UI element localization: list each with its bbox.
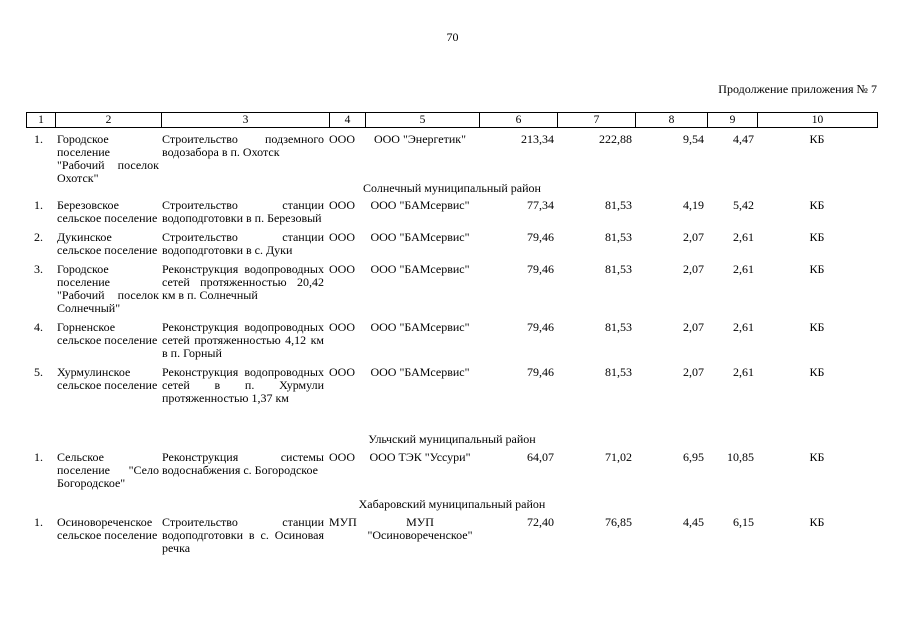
project-description: Строительство станции водоподготовки в с. Осиновая речка: [162, 515, 324, 555]
organization-name: ООО "БАМсервис": [370, 262, 470, 276]
settlement-name: Городское поселение "Рабочий поселок Солнечный": [57, 262, 159, 315]
value-col-8: 2,07: [683, 320, 704, 334]
value-col-9: 2,61: [733, 365, 754, 379]
organization-type: МУП: [329, 515, 357, 529]
row-number: 4.: [34, 320, 43, 334]
value-col-6: 77,34: [527, 198, 554, 212]
funding-source: КБ: [809, 365, 825, 379]
organization-type: ООО: [329, 262, 355, 276]
organization-type: ООО: [329, 450, 355, 464]
settlement-name: Березовское сельское поселение: [57, 198, 158, 225]
value-col-6: 72,40: [527, 515, 554, 529]
value-col-9: 2,61: [733, 320, 754, 334]
value-col-6: 79,46: [527, 320, 554, 334]
funding-source: КБ: [809, 230, 825, 244]
project-description: Строительство станции водоподготовки в п. Березовый: [162, 198, 324, 225]
value-col-8: 4,45: [683, 515, 704, 529]
district-section-title: Хабаровский муниципальный район: [358, 497, 546, 511]
organization-name: ООО ТЭК "Уссури": [369, 450, 471, 464]
value-col-6: 213,34: [521, 132, 554, 146]
header-col-10: 10: [757, 113, 877, 127]
row-number: 3.: [34, 262, 43, 276]
value-col-7: 81,53: [605, 365, 632, 379]
header-col-2: 2: [55, 113, 161, 127]
header-col-6: 6: [479, 113, 557, 127]
organization-type: ООО: [329, 365, 355, 379]
district-section-title: Ульчский муниципальный район: [368, 432, 536, 446]
funding-source: КБ: [809, 320, 825, 334]
value-col-9: 5,42: [733, 198, 754, 212]
settlement-name: Осиновореченское сельское поселение: [57, 515, 158, 542]
value-col-6: 79,46: [527, 365, 554, 379]
organization-name: ООО "БАМсервис": [370, 198, 470, 212]
row-number: 5.: [34, 365, 43, 379]
row-number: 1.: [34, 450, 43, 464]
organization-type: ООО: [329, 230, 355, 244]
project-description: Реконструкция системы водоснабжения с. Богородское: [162, 450, 324, 477]
organization-name: ООО "БАМсервис": [370, 320, 470, 334]
header-col-1: 1: [38, 114, 44, 126]
district-section-title: Солнечный муниципальный район: [363, 181, 541, 195]
row-number: 1.: [34, 515, 43, 529]
value-col-7: 81,53: [605, 320, 632, 334]
funding-source: КБ: [809, 132, 825, 146]
value-col-7: 76,85: [605, 515, 632, 529]
settlement-name: Горненское сельское поселение: [57, 320, 158, 347]
value-col-9: 6,15: [733, 515, 754, 529]
project-description: Реконструкция водопроводных сетей в п. Хурмули протяженностью 1,37 км: [162, 365, 324, 405]
settlement-name: Сельское поселение "Село Богородское": [57, 450, 159, 490]
value-col-7: 81,53: [605, 262, 632, 276]
value-col-8: 2,07: [683, 230, 704, 244]
value-col-6: 79,46: [527, 230, 554, 244]
value-col-9: 10,85: [727, 450, 754, 464]
value-col-8: 4,19: [683, 198, 704, 212]
value-col-7: 81,53: [605, 198, 632, 212]
settlement-name: Дукинское сельское поселение: [57, 230, 158, 257]
header-col-5: 5: [365, 113, 479, 127]
value-col-8: 2,07: [683, 365, 704, 379]
project-description: Реконструкция водопроводных сетей протяженностью 4,12 км в п. Горный: [162, 320, 324, 360]
row-number: 2.: [34, 230, 43, 244]
organization-name: ООО "Энергетик": [373, 132, 467, 146]
funding-source: КБ: [809, 262, 825, 276]
funding-source: КБ: [809, 198, 825, 212]
header-col-4: 4: [329, 113, 365, 127]
header-col-7: 7: [557, 113, 635, 127]
value-col-7: 81,53: [605, 230, 632, 244]
header-col-3: 3: [161, 113, 329, 127]
funding-source: КБ: [809, 450, 825, 464]
value-col-9: 2,61: [733, 262, 754, 276]
value-col-6: 79,46: [527, 262, 554, 276]
row-number: 1.: [34, 132, 43, 146]
value-col-8: 6,95: [683, 450, 704, 464]
value-col-7: 222,88: [599, 132, 632, 146]
settlement-name: Городское поселение "Рабочий поселок Охотск": [57, 132, 159, 185]
value-col-7: 71,02: [605, 450, 632, 464]
settlement-name: Хурмулинское сельское поселение: [57, 365, 158, 392]
funding-source: КБ: [809, 515, 825, 529]
value-col-8: 2,07: [683, 262, 704, 276]
organization-type: ООО: [329, 198, 355, 212]
header-col-9: 9: [707, 113, 757, 127]
organization-type: ООО: [329, 320, 355, 334]
value-col-9: 2,61: [733, 230, 754, 244]
project-description: Реконструкция водопроводных сетей протяженностью 20,42 км в п. Солнечный: [162, 262, 324, 302]
organization-name: МУП "Осиновореченское": [367, 515, 473, 542]
appendix-continuation-note: Продолжение приложения № 7: [718, 82, 877, 96]
table-header: [26, 112, 878, 128]
header-col-8: 8: [635, 113, 707, 127]
organization-type: ООО: [329, 132, 355, 146]
value-col-8: 9,54: [683, 132, 704, 146]
organization-name: ООО "БАМсервис": [370, 230, 470, 244]
value-col-6: 64,07: [527, 450, 554, 464]
row-number: 1.: [34, 198, 43, 212]
value-col-9: 4,47: [733, 132, 754, 146]
organization-name: ООО "БАМсервис": [370, 365, 470, 379]
project-description: Строительство станции водоподготовки в с. Дуки: [162, 230, 324, 257]
page-number: 70: [446, 30, 459, 44]
project-description: Строительство подземного водозабора в п. Охотск: [162, 132, 324, 159]
